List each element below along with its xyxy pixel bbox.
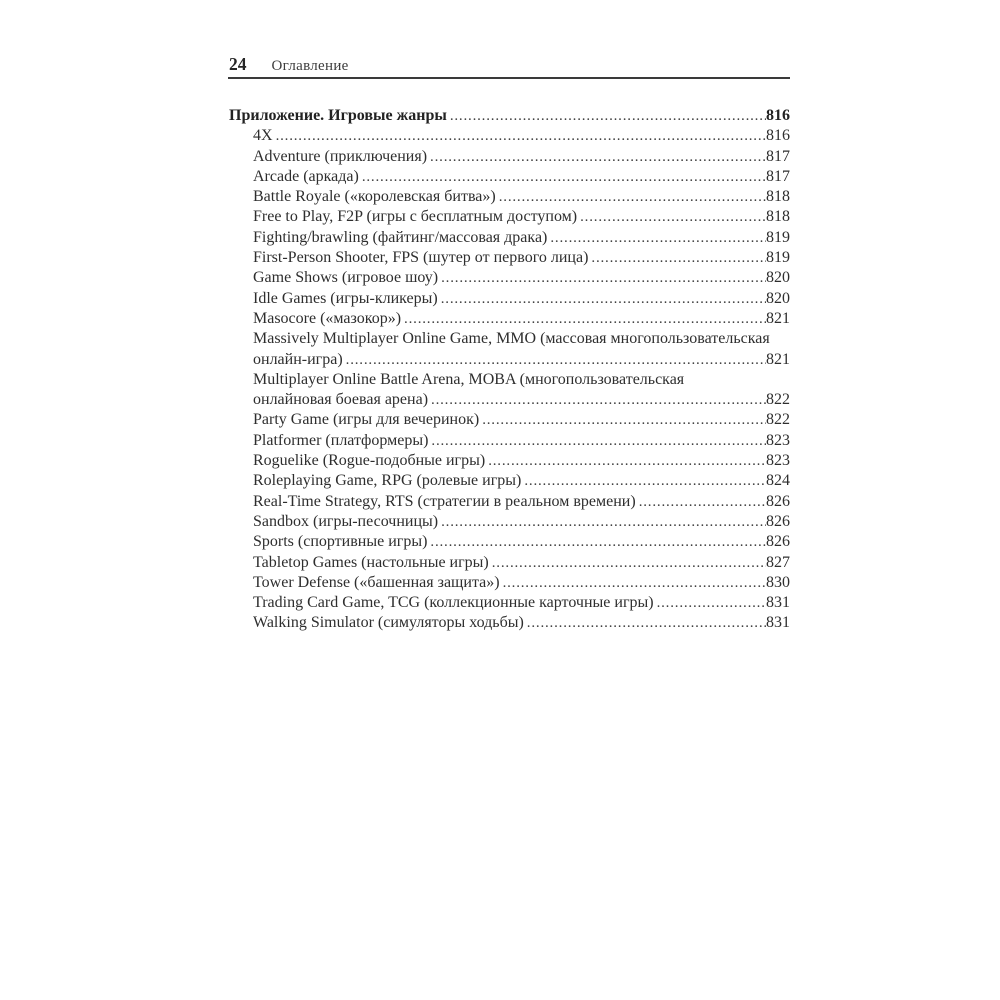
- toc-entry-line: [229, 147, 790, 167]
- toc-entry-label: Trading Card Game, TCG (коллекционные карточные игры): [253, 594, 654, 612]
- running-header: [229, 54, 790, 75]
- toc-entry-line: [229, 553, 790, 573]
- toc-leader-dots: [550, 228, 766, 248]
- toc-page-number: 822: [766, 391, 790, 409]
- toc-entry-line: [229, 431, 790, 451]
- toc-leader-dots: [276, 126, 766, 146]
- toc-entry-label: Walking Simulator (симуляторы ходьбы): [253, 614, 524, 632]
- toc-leader-dots: [499, 187, 766, 207]
- toc-entry-label: Real-Time Strategy, RTS (стратегии в реальном времени): [253, 492, 636, 510]
- toc-leader-dots: [430, 532, 766, 552]
- toc-entry-line: [229, 370, 790, 390]
- toc-entry-label: Roguelike (Rogue-подобные игры): [253, 452, 486, 470]
- toc-page-number: 831: [766, 614, 790, 632]
- toc-leader-dots: [346, 350, 766, 370]
- toc-entry-line: [229, 593, 790, 613]
- toc-entry-label: Platformer (платформеры): [253, 431, 429, 449]
- toc-leader-dots: [404, 309, 766, 329]
- toc-entry-line: [229, 329, 790, 349]
- toc-leader-dots: [580, 207, 766, 227]
- toc-entry-label: Party Game (игры для вечеринок): [253, 411, 480, 429]
- header-rule: [228, 77, 790, 79]
- toc-leader-dots: [488, 451, 766, 471]
- toc-entry-label: Free to Play, F2P (игры с бесплатным доступом): [253, 208, 578, 226]
- toc-entry-line: [229, 106, 790, 126]
- toc-leader-dots: [492, 553, 766, 573]
- toc-leader-dots: [441, 268, 766, 288]
- toc-entry-label: Sandbox (игры-песочницы): [253, 512, 439, 530]
- toc-page-number: 823: [766, 431, 790, 449]
- toc-page-number: 830: [766, 573, 790, 591]
- toc-leader-dots: [503, 573, 766, 593]
- toc-leader-dots: [362, 167, 766, 187]
- toc-entry-label: 4X: [253, 127, 273, 145]
- toc-page-number: 816: [766, 127, 790, 145]
- toc-entry-line: [229, 167, 790, 187]
- toc-leader-dots: [591, 248, 766, 268]
- toc-page-number: 821: [766, 309, 790, 327]
- toc-entry-label: Idle Games (игры-кликеры): [253, 289, 438, 307]
- toc-entry-label: онлайновая боевая арена): [253, 391, 429, 409]
- toc-entry-line: [229, 268, 790, 288]
- toc-leader-dots: [657, 593, 766, 613]
- toc-entry-label: Game Shows (игровое шоу): [253, 269, 439, 287]
- toc-entry-label: Adventure (приключения): [253, 147, 428, 165]
- toc-entry-line: [229, 126, 790, 146]
- toc-entry-label: Tower Defense («башенная защита»): [253, 573, 500, 591]
- toc-leader-dots: [482, 410, 766, 430]
- toc-page-number: 822: [766, 411, 790, 429]
- toc-entry-label: Sports (спортивные игры): [253, 533, 428, 551]
- toc-entry-line: [229, 309, 790, 329]
- toc-leader-dots: [524, 471, 766, 491]
- toc-entry-line: [229, 187, 790, 207]
- toc-entry-label: Battle Royale («королевская битва»): [253, 188, 496, 206]
- toc-entry-line: [229, 573, 790, 593]
- toc-entry-label: Приложение. Игровые жанры: [229, 107, 447, 124]
- header-title: Оглавление: [271, 58, 349, 74]
- toc-page-number: 821: [766, 350, 790, 368]
- toc-page-number: 820: [766, 289, 790, 307]
- toc-entry-line: [229, 512, 790, 532]
- toc-page-number: 827: [766, 553, 790, 571]
- toc-list: [229, 106, 790, 634]
- toc-page-number: 819: [766, 228, 790, 246]
- toc-page-number: 824: [766, 472, 790, 490]
- toc-entry-label: Massively Multiplayer Online Game, MMO (массовая многопользовательская: [253, 330, 770, 348]
- toc-entry-line: [229, 350, 790, 370]
- toc-page-number: 831: [766, 594, 790, 612]
- toc-page-number: 820: [766, 269, 790, 287]
- toc-entry-line: [229, 451, 790, 471]
- toc-leader-dots: [431, 431, 766, 451]
- toc-entry-line: [229, 492, 790, 512]
- toc-leader-dots: [639, 492, 766, 512]
- toc-entry-line: [229, 289, 790, 309]
- toc-leader-dots: [441, 289, 766, 309]
- toc-entry-label: Tabletop Games (настольные игры): [253, 553, 489, 571]
- toc-entry-label: Multiplayer Online Battle Arena, MOBA (многопользовательская: [253, 370, 685, 388]
- header-page-number: 24: [229, 54, 247, 74]
- toc-entry-line: [229, 532, 790, 552]
- toc-leader-dots: [441, 512, 766, 532]
- toc-page-number: 817: [766, 167, 790, 185]
- toc-entry-line: [229, 390, 790, 410]
- toc-page-number: 826: [766, 492, 790, 510]
- toc-page-number: 826: [766, 533, 790, 551]
- toc-entry-label: Roleplaying Game, RPG (ролевые игры): [253, 472, 522, 490]
- toc-entry-label: Fighting/brawling (файтинг/массовая драка): [253, 228, 548, 246]
- toc-entry-label: Arcade (аркада): [253, 167, 359, 185]
- toc-leader-dots: [431, 390, 766, 410]
- toc-entry-line: [229, 613, 790, 633]
- toc-page-number: 816: [766, 107, 790, 124]
- toc-entry-line: [229, 228, 790, 248]
- toc-entry-line: [229, 410, 790, 430]
- toc-page-number: 819: [766, 249, 790, 267]
- toc-page-number: 826: [766, 512, 790, 530]
- toc-entry-label: Masocore («мазокор»): [253, 309, 402, 327]
- toc-leader-dots: [430, 147, 766, 167]
- toc-entry-line: [229, 207, 790, 227]
- toc-entry-label: First-Person Shooter, FPS (шутер от первого лица): [253, 249, 589, 267]
- toc-leader-dots: [527, 613, 766, 633]
- toc-entry-line: [229, 248, 790, 268]
- toc-leader-dots: [450, 106, 766, 126]
- toc-entry-line: [229, 471, 790, 491]
- toc-page-number: 818: [766, 188, 790, 206]
- toc-page-number: 817: [766, 147, 790, 165]
- toc-page-number: 818: [766, 208, 790, 226]
- toc-page-number: 823: [766, 452, 790, 470]
- toc-entry-label: онлайн-игра): [253, 350, 343, 368]
